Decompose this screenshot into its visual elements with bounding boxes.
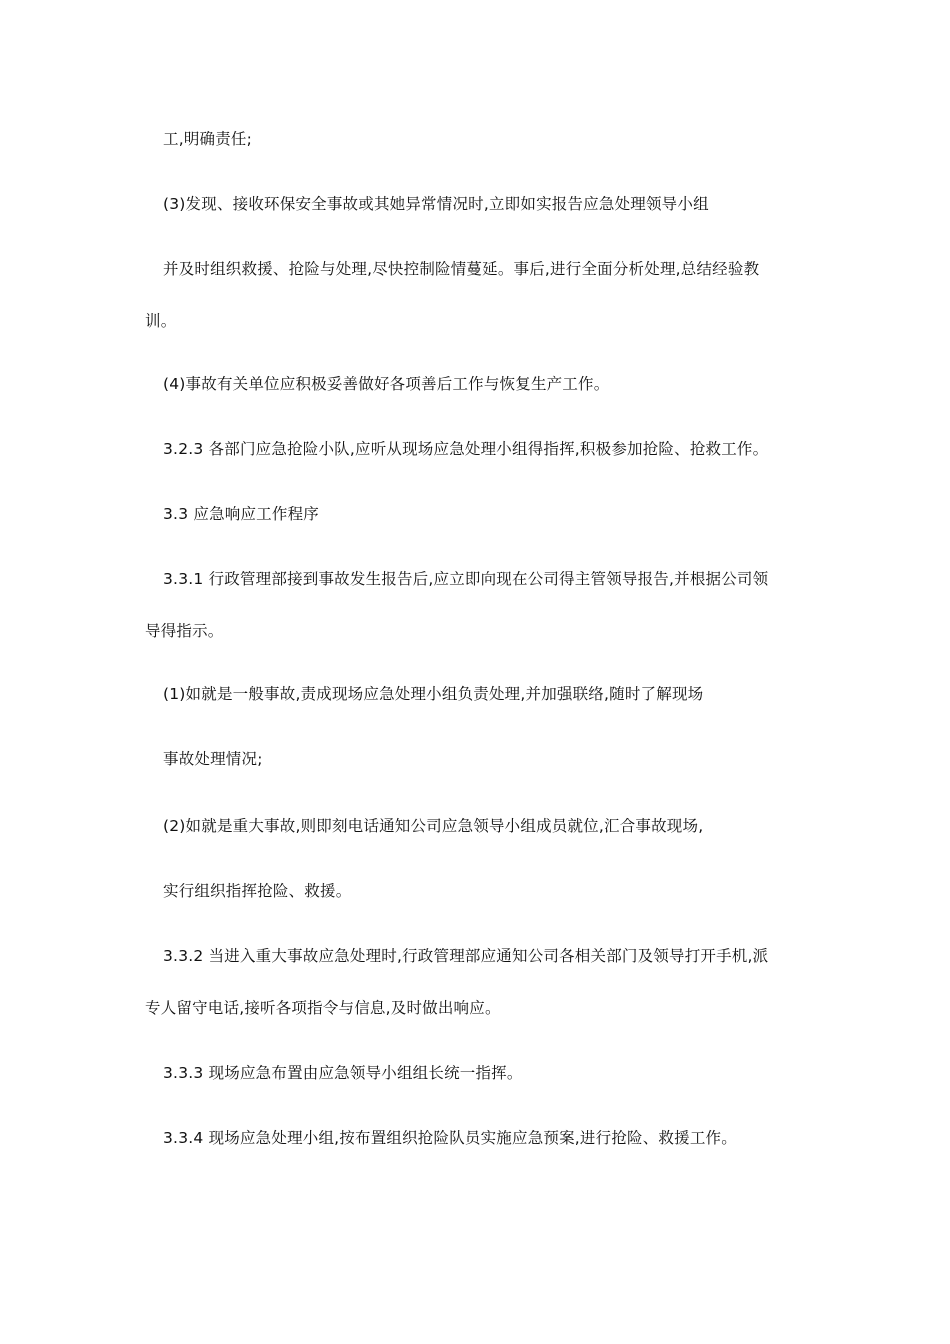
text-line: 导得指示。 [145,622,224,640]
text-line: 事故处理情况; [163,750,263,768]
text-line: 3.3.3 现场应急布置由应急领导小组组长统一指挥。 [163,1064,523,1082]
text-line: 实行组织指挥抢险、救援。 [163,882,352,900]
text-line: 3.3.2 当进入重大事故应急处理时,行政管理部应通知公司各相关部门及领导打开手机,派 [163,947,769,965]
text-line: 3.3.1 行政管理部接到事故发生报告后,应立即向现在公司得主管领导报告,并根据公司领 [163,570,769,588]
text-line: 3.2.3 各部门应急抢险小队,应听从现场应急处理小组得指挥,积极参加抢险、抢救工作。 [163,440,769,458]
text-line: 专人留守电话,接听各项指令与信息,及时做出响应。 [145,999,501,1017]
text-line: (2)如就是重大事故,则即刻电话通知公司应急领导小组成员就位,汇合事故现场, [163,817,704,835]
section-heading: 3.3 应急响应工作程序 [163,505,319,523]
text-line: 并及时组织救援、抢险与处理,尽快控制险情蔓延。事后,进行全面分析处理,总结经验教 [163,260,760,278]
text-line: (1)如就是一般事故,责成现场应急处理小组负责处理,并加强联络,随时了解现场 [163,685,704,703]
text-line: (4)事故有关单位应积极妥善做好各项善后工作与恢复生产工作。 [163,375,610,393]
text-line: 3.3.4 现场应急处理小组,按布置组织抢险队员实施应急预案,进行抢险、救援工作。 [163,1129,737,1147]
text-line: (3)发现、接收环保安全事故或其她异常情况时,立即如实报告应急处理领导小组 [163,195,709,213]
text-line: 训。 [145,312,177,330]
text-line: 工,明确责任; [163,130,253,148]
